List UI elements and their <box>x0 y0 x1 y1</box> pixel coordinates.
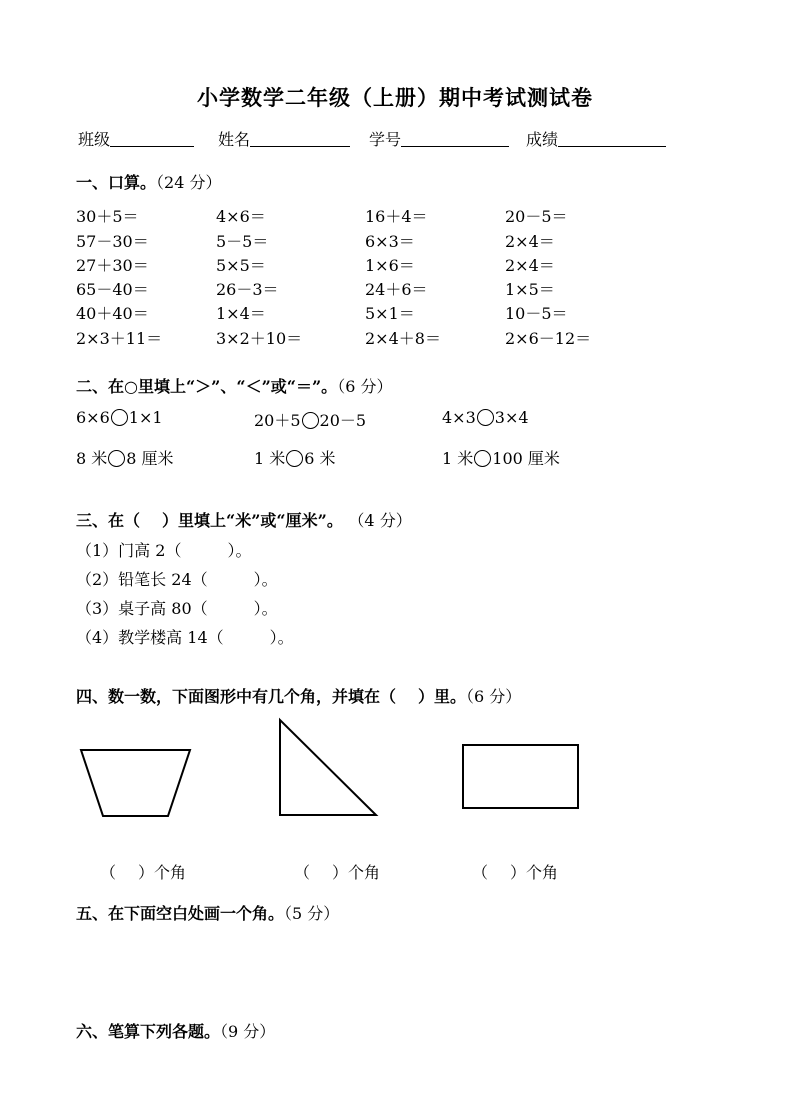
score-label: 成绩 <box>526 130 559 149</box>
id-label: 学号 <box>369 130 402 149</box>
unit-item-text: （3）桌子高 80（ <box>76 599 208 618</box>
compare-circle[interactable] <box>474 450 491 467</box>
unit-item-text: （4）教学楼高 14（ <box>76 628 224 647</box>
compare-item <box>442 446 560 469</box>
calc-item: 2×3＋11＝ <box>76 329 163 348</box>
calc-item: 65－40＝ <box>76 280 149 299</box>
calc-item: 6×3＝ <box>365 232 415 251</box>
section-3-heading <box>76 508 412 531</box>
angle-count-open: （ <box>100 863 117 882</box>
name-field <box>218 127 350 150</box>
class-field <box>78 127 194 150</box>
section-2-score: （6 分） <box>337 377 393 396</box>
unit-item-end: ）。 <box>269 628 294 647</box>
section-4-score: （6 分） <box>466 687 522 706</box>
angle-count-label: ）个角 <box>332 863 381 882</box>
section-5-heading <box>76 901 339 924</box>
section-1-title: 一、口算。 <box>76 173 157 192</box>
calc-item: 2×4＝ <box>505 232 555 251</box>
section-2-title: 二、在○里填上“＞”、“＜”或“＝”。 <box>76 377 338 396</box>
class-blank[interactable] <box>110 130 194 147</box>
compare-right: 1×1 <box>128 408 163 427</box>
section-6-score: （9 分） <box>220 1022 276 1041</box>
calc-item: 1×6＝ <box>365 256 415 275</box>
compare-right: 6 米 <box>304 449 336 468</box>
right-triangle-shape <box>276 716 382 820</box>
trapezoid-shape <box>78 746 194 820</box>
unit-item-text: （2）铅笔长 24（ <box>76 570 208 589</box>
calc-item: 57－30＝ <box>76 232 149 251</box>
compare-item <box>76 408 163 427</box>
compare-right: 20－5 <box>319 411 367 430</box>
calc-item: 5×5＝ <box>216 256 266 275</box>
name-label: 姓名 <box>218 130 251 149</box>
class-label: 班级 <box>78 130 111 149</box>
section-5-title: 五、在下面空白处画一个角。 <box>76 904 285 923</box>
calc-item: 2×6－12＝ <box>505 329 592 348</box>
calc-item: 5－5＝ <box>216 232 269 251</box>
calc-item: 24＋6＝ <box>365 280 428 299</box>
unit-item <box>76 567 278 590</box>
calc-item: 30＋5＝ <box>76 207 139 226</box>
compare-circle[interactable] <box>111 409 128 426</box>
unit-item-end: ）。 <box>227 541 252 560</box>
angle-count-label: ）个角 <box>138 863 187 882</box>
angle-count-item <box>472 860 558 883</box>
calc-item: 1×5＝ <box>505 280 555 299</box>
compare-circle[interactable] <box>108 450 125 467</box>
unit-item <box>76 596 278 619</box>
compare-item <box>254 446 336 469</box>
unit-item-end: ）。 <box>253 570 278 589</box>
unit-item-end: ）。 <box>253 599 278 618</box>
unit-item-text: （1）门高 2（ <box>76 541 182 560</box>
calc-item: 4×6＝ <box>216 207 266 226</box>
angle-count-item <box>294 860 380 883</box>
compare-circle[interactable] <box>477 409 494 426</box>
section-1-heading <box>76 170 221 193</box>
calc-item: 20－5＝ <box>505 207 568 226</box>
angle-count-open: （ <box>294 863 311 882</box>
score-field <box>526 127 666 150</box>
calc-item: 3×2＋10＝ <box>216 329 303 348</box>
unit-item <box>76 625 294 648</box>
name-blank[interactable] <box>250 130 350 147</box>
section-1-score: （24 分） <box>156 173 222 192</box>
compare-left: 8 米 <box>76 449 108 468</box>
calc-item: 40＋40＝ <box>76 304 149 323</box>
id-blank[interactable] <box>401 130 509 147</box>
section-3-title-a: 三、在（ <box>76 511 141 530</box>
angle-count-label: ）个角 <box>510 863 559 882</box>
compare-circle[interactable] <box>302 412 319 429</box>
calc-item: 16＋4＝ <box>365 207 428 226</box>
compare-circle[interactable] <box>286 450 303 467</box>
drawing-area[interactable] <box>76 930 716 1010</box>
compare-right: 3×4 <box>494 408 529 427</box>
section-4-heading <box>76 684 521 707</box>
calc-item: 10－5＝ <box>505 304 568 323</box>
page-title: 小学数学二年级（上册）期中考试测试卷 <box>197 85 593 110</box>
calc-item: 26－3＝ <box>216 280 279 299</box>
section-3-score: （4 分） <box>348 511 412 530</box>
section-6-heading <box>76 1019 275 1042</box>
section-4-title-b: ）里。 <box>418 687 467 706</box>
calc-item: 5×1＝ <box>365 304 415 323</box>
section-5-score: （5 分） <box>284 904 340 923</box>
compare-left: 20＋5 <box>254 411 301 430</box>
calc-item: 1×4＝ <box>216 304 266 323</box>
compare-right: 8 厘米 <box>126 449 174 468</box>
section-3-title-b: ）里填上“米”或“厘米”。 <box>162 511 343 530</box>
compare-item <box>76 446 174 469</box>
compare-left: 4×3 <box>442 408 476 427</box>
section-2-heading <box>76 374 392 397</box>
rectangle-shape <box>460 742 582 812</box>
compare-left: 1 米 <box>254 449 286 468</box>
id-field <box>369 127 509 150</box>
section-6-title: 六、笔算下列各题。 <box>76 1022 221 1041</box>
unit-item <box>76 538 251 561</box>
score-blank[interactable] <box>558 130 666 147</box>
calc-item: 2×4＝ <box>505 256 555 275</box>
angle-count-item <box>100 860 186 883</box>
section-4-title-a: 四、数一数，下面图形中有几个角，并填在（ <box>76 687 397 706</box>
angle-count-open: （ <box>472 863 489 882</box>
calc-item: 27＋30＝ <box>76 256 149 275</box>
compare-right: 100 厘米 <box>492 449 560 468</box>
compare-item <box>442 408 529 427</box>
compare-left: 1 米 <box>442 449 474 468</box>
compare-left: 6×6 <box>76 408 110 427</box>
calc-item: 2×4＋8＝ <box>365 329 441 348</box>
compare-item <box>254 408 366 431</box>
